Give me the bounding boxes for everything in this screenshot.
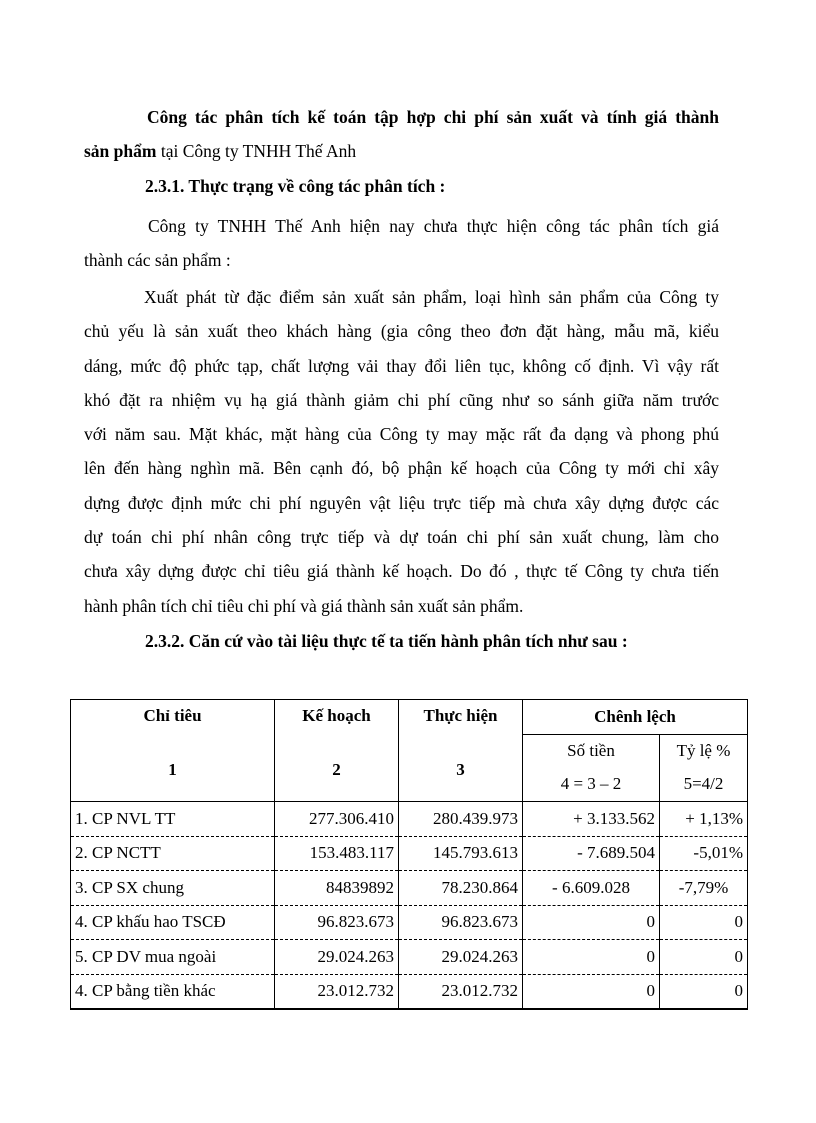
title-line-1: Công tác phân tích kế toán tập hợp chi phí sản xuất và tính giá thành bbox=[147, 107, 719, 127]
row-diff: + 3.133.562 bbox=[523, 802, 660, 837]
row-diff: - 6.609.028 bbox=[523, 871, 660, 906]
row-ratio: -5,01% bbox=[660, 836, 748, 871]
row-label: 2. CP NCTT bbox=[71, 836, 275, 871]
cost-analysis-table bbox=[70, 699, 748, 1010]
row-actual: 96.823.673 bbox=[399, 905, 523, 940]
row-ratio: 0 bbox=[660, 974, 748, 1009]
document-title bbox=[84, 100, 719, 169]
table-row bbox=[71, 974, 748, 1009]
title-line-2: sản phẩm tại Công ty TNHH Thế Anh bbox=[84, 141, 357, 162]
row-ratio: 0 bbox=[660, 905, 748, 940]
row-ratio: -7,79% bbox=[660, 871, 748, 906]
row-diff: 0 bbox=[523, 974, 660, 1009]
row-plan: 96.823.673 bbox=[275, 905, 399, 940]
section-heading-2-3-2: 2.3.2. Căn cứ vào tài liệu thực tế ta tiến hành phân tích như sau : bbox=[145, 631, 628, 651]
header-chenh-lech: Chênh lệch bbox=[523, 700, 748, 735]
table-row bbox=[71, 836, 748, 871]
row-plan: 23.012.732 bbox=[275, 974, 399, 1009]
table-row bbox=[71, 940, 748, 975]
row-actual: 23.012.732 bbox=[399, 974, 523, 1009]
table-row bbox=[71, 871, 748, 906]
header-chi-tieu: Chỉ tiêu 1 bbox=[71, 700, 275, 802]
row-ratio: + 1,13% bbox=[660, 802, 748, 837]
row-actual: 145.793.613 bbox=[399, 836, 523, 871]
row-diff: 0 bbox=[523, 940, 660, 975]
row-plan: 84839892 bbox=[275, 871, 399, 906]
row-actual: 78.230.864 bbox=[399, 871, 523, 906]
row-label: 5. CP DV mua ngoài bbox=[71, 940, 275, 975]
row-plan: 29.024.263 bbox=[275, 940, 399, 975]
row-actual: 29.024.263 bbox=[399, 940, 523, 975]
row-plan: 277.306.410 bbox=[275, 802, 399, 837]
header-col4-formula: 4 = 3 – 2 bbox=[523, 767, 660, 802]
row-plan: 153.483.117 bbox=[275, 836, 399, 871]
header-thuc-hien: Thực hiện 3 bbox=[399, 700, 523, 802]
row-diff: 0 bbox=[523, 905, 660, 940]
header-ty-le: Tỷ lệ % bbox=[660, 735, 748, 768]
section-heading-2-3-1: 2.3.1. Thực trạng về công tác phân tích : bbox=[145, 176, 446, 196]
header-ke-hoach: Kế hoạch 2 bbox=[275, 700, 399, 802]
row-diff: - 7.689.504 bbox=[523, 836, 660, 871]
row-label: 3. CP SX chung bbox=[71, 871, 275, 906]
row-label: 1. CP NVL TT bbox=[71, 802, 275, 837]
row-label: 4. CP bằng tiền khác bbox=[71, 974, 275, 1009]
header-col5-formula: 5=4/2 bbox=[660, 767, 748, 802]
paragraph-2: Xuất phát từ đặc điểm sản xuất sản phẩm, loại hình sản phẩm của Công ty chủ yếu là sản xuất theo khách hàng (gia công theo đơn đặt hàng, mẫu mã, kiểu dáng, mức độ phức tạp, chất lượng vải thay đổi liên tục, không cố định. Vì vậy rất khó đặt ra nhiệm vụ hạ giá thành giảm chi phí cũng như so sánh giữa năm trước với năm sau. Mặt khác, mặt hàng của Công ty may mặc rất đa dạng và phong phú lên đến hàng nghìn mã. Bên cạnh đó, bộ phận kế hoạch của Công ty mới chỉ xây dựng được định mức chi phí nguyên vật liệu trực tiếp mà chưa xây dựng được các dự toán chi phí nhân công trực tiếp và dự toán chi phí sản xuất chung, làm cho chưa xây dựng được chỉ tiêu giá thành kế hoạch. Do đó , thực tế Công ty chưa tiến hành phân tích chỉ tiêu chi phí và giá thành sản xuất sản phẩm. bbox=[84, 287, 719, 616]
row-ratio: 0 bbox=[660, 940, 748, 975]
row-actual: 280.439.973 bbox=[399, 802, 523, 837]
row-label: 4. CP khấu hao TSCĐ bbox=[71, 905, 275, 940]
table-row bbox=[71, 905, 748, 940]
header-so-tien: Số tiền bbox=[523, 735, 660, 768]
table-row bbox=[71, 802, 748, 837]
paragraph-1: Công ty TNHH Thế Anh hiện nay chưa thực hiện công tác phân tích giá thành các sản phẩm : bbox=[84, 216, 719, 271]
